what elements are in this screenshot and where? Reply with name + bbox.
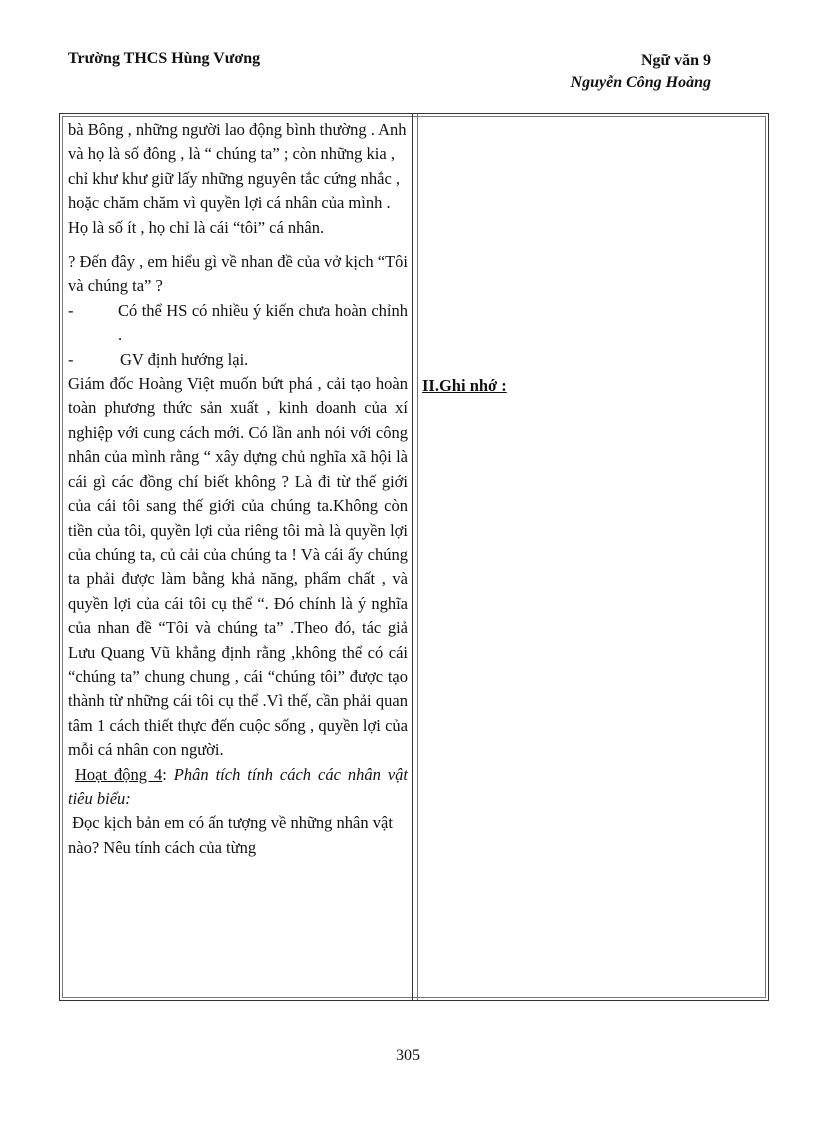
paragraph-1: bà Bông , những người lao động bình thường . Anh và họ là số đông , là “ chúng ta” ; còn những kia , chỉ khư khư giữ lấy những nguyên tắc cứng nhắc , hoặc chăm chăm vì quyền lợi cá nhân của mình . Họ là số ít , họ chỉ là cái “tôi” cá nhân. xyxy=(68,120,407,237)
bullet-item-2 xyxy=(68,348,408,372)
paragraph-3 xyxy=(68,811,408,860)
activity-colon: : xyxy=(162,764,167,784)
school-name: Trường THCS Hùng Vương xyxy=(68,50,261,67)
lesson-table xyxy=(59,113,769,1001)
bullet-dash: - xyxy=(68,300,74,320)
header-right xyxy=(571,50,711,94)
author-name: Nguyễn Công Hoàng xyxy=(570,74,711,91)
page-number: 305 xyxy=(396,1047,420,1064)
bullet-item-1 xyxy=(68,299,408,348)
activity-heading xyxy=(68,763,408,812)
paragraph-3-text: Đọc kịch bản em có ấn tượng về những nhân vật nào? Nêu tính cách của từng xyxy=(68,813,393,857)
section-number: II. xyxy=(422,376,439,395)
paragraph-2: Giám đốc Hoàng Việt muốn bứt phá , cải tạo hoàn toàn phương thức sản xuất , kinh doanh của xí nghiệp với cung cách mới. Có lần anh nói với công nhân của mình rằng “ xây dựng chủ nghĩa xã hội là cái gì các đồng chí biết không ? Là đi từ thế giới của cái tôi sang thế giới của chúng ta.Không còn tiền của tôi, quyền lợi của riêng tôi mà là quyền lợi của chúng ta, củ cải của chúng ta ! Và cái ấy chúng ta phải được làm bằng khả năng, phẩm chất , và quyền lợi của cái tôi cụ thể “. Đó chính là ý nghĩa của nhan đề “Tôi và chúng ta” .Theo đó, tác giả Lưu Quang Vũ khẳng định rằng ,không thể có cái “chúng ta” chung chung , cái “chúng tôi” được tạo thành từ những cái tôi cụ thể .Vì thế, cần phải quan tâm 1 cách thiết thực đến cuộc sống , quyền lợi của mỗi cá nhân con người. xyxy=(68,374,408,760)
activity-text: Phân tích tính cách các nhân vật tiêu biểu: xyxy=(68,764,408,808)
subject-title: Ngữ văn 9 xyxy=(640,52,711,69)
activity-label: Hoạt động 4 xyxy=(74,764,163,784)
section-heading xyxy=(422,376,507,396)
column-divider xyxy=(412,114,418,1000)
section-title: Ghi nhớ : xyxy=(438,376,507,395)
bullet-dash: - xyxy=(68,349,74,369)
bullet-text-1: Có thể HS có nhiều ý kiến chưa hoàn chỉnh . xyxy=(118,300,408,345)
question-text: ? Đến đây , em hiểu gì về nhan đề của vở kịch “Tôi và chúng ta” ? xyxy=(68,252,408,296)
bullet-text-2: GV định hướng lại. xyxy=(120,349,249,369)
left-column xyxy=(68,118,408,860)
